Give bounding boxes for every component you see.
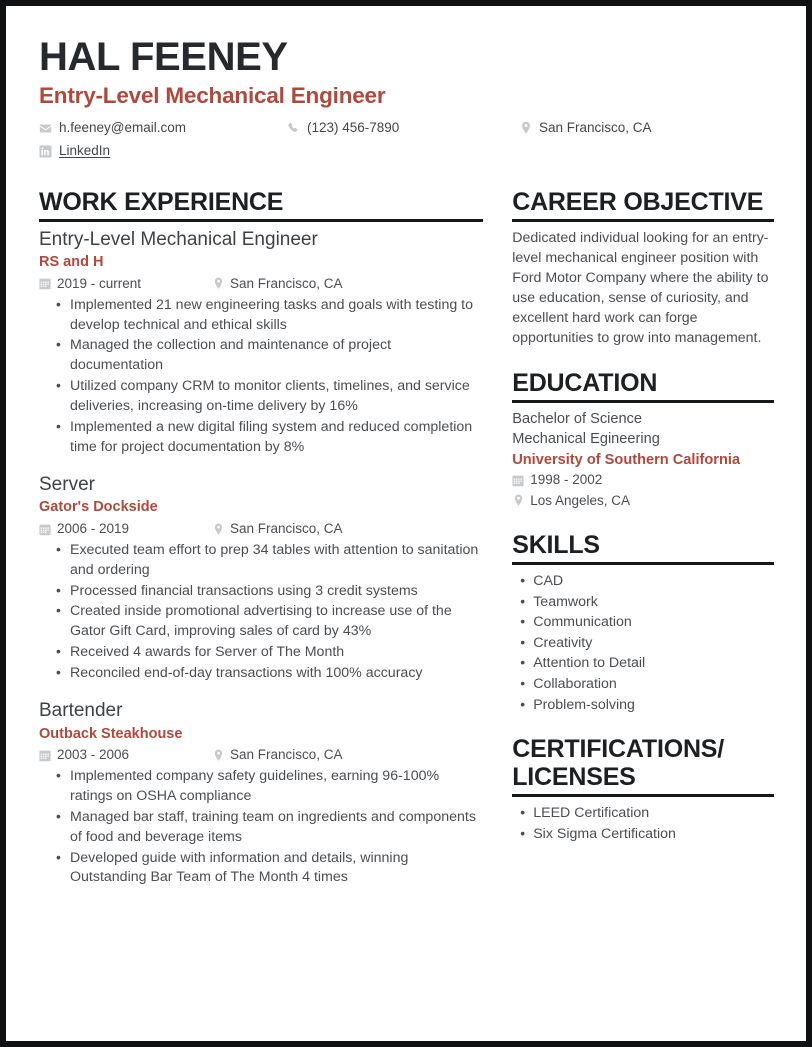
list-item: • CAD <box>533 571 774 592</box>
resume-header <box>28 28 784 162</box>
work-entry <box>39 699 483 888</box>
linkedin-icon <box>39 145 52 158</box>
certifications-list <box>512 803 774 844</box>
envelope-icon <box>39 122 52 135</box>
list-item: • Teamwork <box>533 592 774 613</box>
section-title-education: EDUCATION <box>512 368 658 397</box>
section-divider <box>39 219 483 222</box>
calendar-icon <box>512 474 524 487</box>
phone-icon <box>287 122 300 135</box>
map-pin-icon <box>512 494 524 507</box>
list-item: • Problem-solving <box>533 695 774 716</box>
bullet-item: • Executed team effort to prep 34 tables with attention to sanitation and ordering <box>70 541 483 581</box>
left-column <box>28 188 494 890</box>
section-divider <box>512 794 774 797</box>
work-entry-title: Bartender <box>39 699 123 721</box>
work-entry-bullets <box>39 296 483 458</box>
section-career-objective <box>512 188 774 349</box>
work-entry-location-wrap <box>212 274 343 294</box>
section-education <box>512 369 774 511</box>
contact-phone <box>287 118 519 138</box>
section-skills <box>512 531 774 715</box>
work-entry-dates-wrap <box>39 519 212 539</box>
calendar-icon <box>39 749 51 762</box>
section-divider <box>512 219 774 222</box>
work-entry-location-wrap <box>212 745 343 765</box>
list-item: • Communication <box>533 612 774 633</box>
map-pin-icon <box>212 749 224 762</box>
contact-linkedin[interactable] <box>39 141 287 161</box>
page-title: HAL FEENEY <box>39 35 288 79</box>
bullet-item: • Managed the collection and maintenance of project documentation <box>70 336 483 376</box>
education-location-wrap <box>512 491 774 511</box>
career-objective-text: Dedicated individual looking for an entry-level mechanical engineer position with Ford Motor Company where the ability to use education, sense of curiosity, and excellent hard work can forge opportunities to grow into management. <box>512 229 769 347</box>
list-item: • Collaboration <box>533 674 774 695</box>
bullet-item: • Created inside promotional advertising to increase use of the Gator Gift Card, improving sales of card by 43% <box>70 602 483 642</box>
bullet-item: • Utilized company CRM to monitor clients, timelines, and service deliveries, increasing on-time delivery by 16% <box>70 377 483 417</box>
work-entry-company: Outback Steakhouse <box>39 725 183 742</box>
work-entry <box>39 228 483 458</box>
work-entry-location: San Francisco, CA <box>230 747 343 763</box>
bullet-item: • Managed bar staff, training team on ingredients and components of food and beverage items <box>70 808 483 848</box>
list-item: • Attention to Detail <box>533 653 774 674</box>
education-dates: 1998 - 2002 <box>530 472 603 488</box>
work-entry-company: RS and H <box>39 254 104 271</box>
education-degree: Bachelor of Science <box>512 410 643 427</box>
work-entry-bullets <box>39 541 483 684</box>
bullet-item: • Implemented a new digital filing system and reduced completion time for project documentation by 8% <box>70 418 483 458</box>
contact-linkedin-label[interactable]: LinkedIn <box>59 143 111 159</box>
contact-info <box>39 118 773 162</box>
work-entry-dates: 2003 - 2006 <box>57 747 130 763</box>
contact-location <box>519 118 773 138</box>
section-title-certifications: CERTIFICATIONS/ LICENSES <box>512 735 725 792</box>
work-entry-location: San Francisco, CA <box>230 521 343 537</box>
bullet-item: • Implemented 21 new engineering tasks and goals with testing to develop technical and ethical skills <box>70 296 483 336</box>
work-entry-location: San Francisco, CA <box>230 276 343 292</box>
contact-phone-label: (123) 456-7890 <box>307 120 400 136</box>
resume-body <box>28 188 784 890</box>
bullet-item: • Received 4 awards for Server of The Month <box>70 643 483 663</box>
section-certifications <box>512 735 774 844</box>
section-title-career-objective: CAREER OBJECTIVE <box>512 187 764 216</box>
work-entry-bullets <box>39 767 483 888</box>
section-work-experience <box>39 188 483 889</box>
section-divider <box>512 562 774 565</box>
bullet-item: • Implemented company safety guidelines, earning 96-100% ratings on OSHA compliance <box>70 767 483 807</box>
education-dates-wrap <box>512 470 774 490</box>
section-title-skills: SKILLS <box>512 530 600 559</box>
work-entry-dates-wrap <box>39 745 212 765</box>
skills-list <box>512 571 774 715</box>
contact-email-label: h.feeney@email.com <box>59 120 187 136</box>
bullet-item: • Developed guide with information and details, winning Outstanding Bar Team of The Month 4 times <box>70 849 483 889</box>
work-entry-meta <box>39 745 483 765</box>
job-headline: Entry-Level Mechanical Engineer <box>39 83 386 109</box>
list-item: • Creativity <box>533 633 774 654</box>
right-column <box>494 188 784 890</box>
work-entry <box>39 473 483 684</box>
work-entry-location-wrap <box>212 519 343 539</box>
map-pin-icon <box>212 277 224 290</box>
work-entry-meta <box>39 519 483 539</box>
work-entry-company: Gator's Dockside <box>39 499 158 516</box>
education-location: Los Angeles, CA <box>530 492 631 508</box>
section-divider <box>512 400 774 403</box>
work-entry-title: Entry-Level Mechanical Engineer <box>39 228 318 250</box>
work-entry-dates-wrap <box>39 274 212 294</box>
bullet-item: • Processed financial transactions using 3 credit systems <box>70 582 483 602</box>
map-pin-icon <box>519 122 532 135</box>
list-item: • LEED Certification <box>533 803 774 824</box>
contact-email <box>39 118 287 138</box>
work-entry-title: Server <box>39 473 95 495</box>
contact-location-label: San Francisco, CA <box>539 120 652 136</box>
map-pin-icon <box>212 523 224 536</box>
calendar-icon <box>39 277 51 290</box>
education-field: Mechanical Egineering <box>512 431 660 448</box>
education-school: University of Southern California <box>512 452 741 469</box>
section-title-work-experience: WORK EXPERIENCE <box>39 187 284 216</box>
work-entry-meta <box>39 274 483 294</box>
list-item: • Six Sigma Certification <box>533 824 774 845</box>
bullet-item: • Reconciled end-of-day transactions with 100% accuracy <box>70 664 483 684</box>
work-entry-dates: 2006 - 2019 <box>57 521 130 537</box>
calendar-icon <box>39 523 51 536</box>
work-entry-dates: 2019 - current <box>57 276 142 292</box>
